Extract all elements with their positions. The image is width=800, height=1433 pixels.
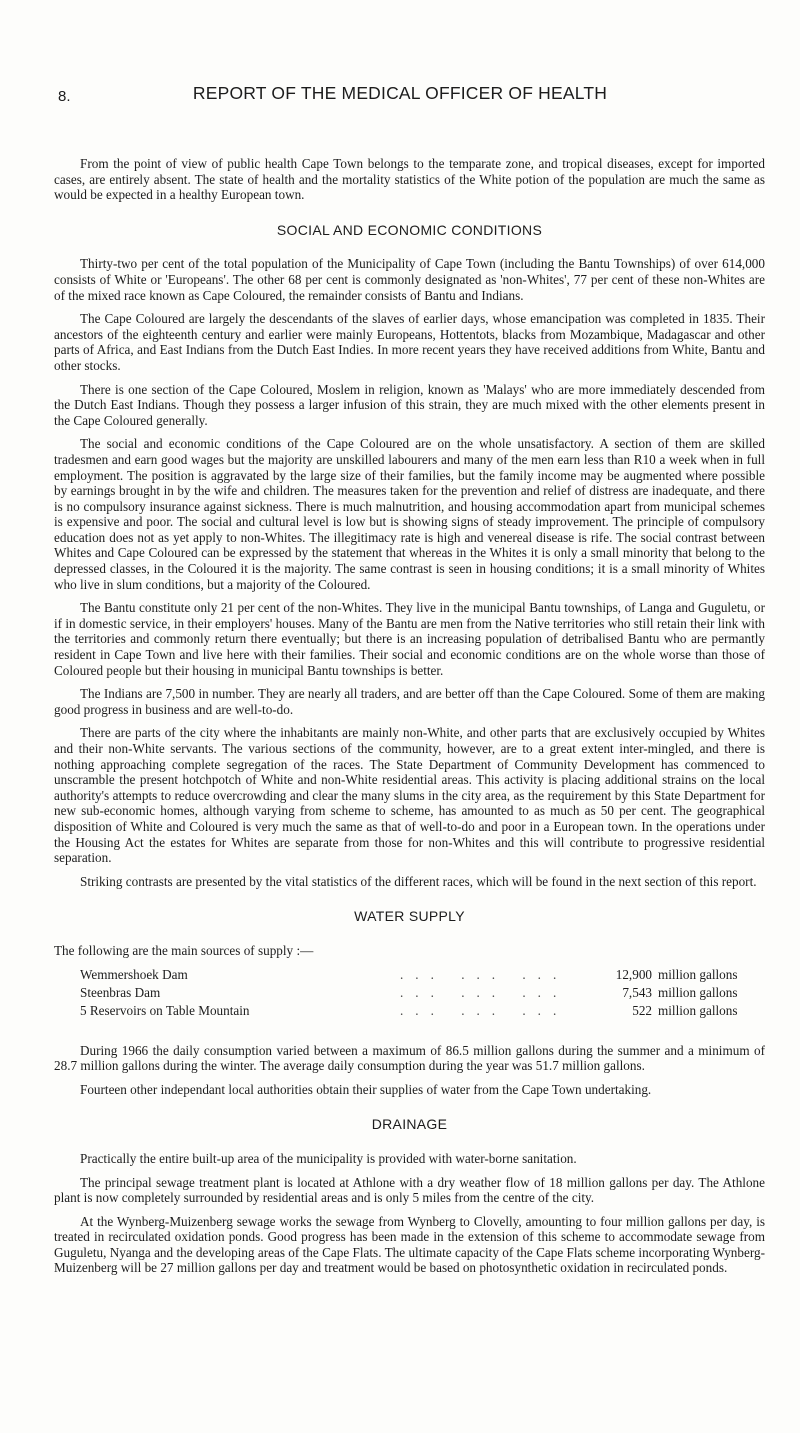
source-value: 12,900 [615, 966, 652, 982]
source-name: 5 Reservoirs on Table Mountain [80, 1002, 250, 1018]
social-paragraph-5: The Bantu constitute only 21 per cent of the non-Whites. They live in the municipal Bantu townships, of Langa and Guguletu, or if in domestic service, in their employers' houses. Many of the Bantu are men from the Native territories who still retain their link with the territories and commonly return there eventually; but there is an increasing population of detribalised Bantu who are permantly resident in Cape Town and live here with their families. Their social and economic conditions are on the whole worse than those of Coloured people but their housing in municipal Bantu townships is better. [54, 600, 765, 678]
water-source-row [54, 967, 765, 985]
leader-dots: ... ... ... [400, 966, 569, 982]
water-source-row [54, 1003, 765, 1021]
social-paragraph-7: There are parts of the city where the inhabitants are mainly non-White, and other parts that are exclusively occupied by Whites and their non-White servants. The various sections of the community, however, are to a great extent inter-mingled, and there is nothing approaching complete segregation of the races. The State Department of Community Development has commenced to unscramble the present hotchpotch of White and non-White residential areas. This activity is placing additional strains on the local authority's attempts to reduce overcrowding and clear the many slums in the city area, as the requirement by this State Department for new sub-economic homes, although varying from scheme to scheme, has amounted to as much as 50 per cent. The geographical disposition of White and Coloured is very much the same as that of well-to-do and poor in a European town. In the operations under the Housing Act the estates for Whites are separate from those for non-Whites and this will contribute to progressive residential separation. [54, 725, 765, 866]
running-title: REPORT OF THE MEDICAL OFFICER OF HEALTH [192, 83, 608, 103]
social-heading: SOCIAL AND ECONOMIC CONDITIONS [276, 221, 543, 238]
source-name: Wemmershoek Dam [80, 966, 188, 982]
document-body [54, 156, 765, 1284]
source-name: Steenbras Dam [80, 984, 161, 1000]
intro-paragraph: From the point of view of public health Cape Town belongs to the temparate zone, and tropical diseases, except for imported cases, are entirely absent. The state of health and the mortality statistics of the White potion of the population are much the same as would be expected in a healthy European town. [54, 156, 765, 203]
water-heading: WATER SUPPLY [354, 908, 465, 925]
source-value: 7,543 [622, 984, 652, 1000]
water-lead: The following are the main sources of supply :— [54, 942, 314, 958]
source-unit: million gallons [658, 984, 738, 1000]
drainage-paragraph-2: The principal sewage treatment plant is located at Athlone with a dry weather flow of 18 million gallons per day. The Athlone plant is now completely surrounded by residential areas and is only 5 miles from the centre of the city. [54, 1174, 765, 1206]
drainage-paragraph-3: At the Wynberg-Muizenberg sewage works the sewage from Wynberg to Clovelly, amounting to four million gallons per day, is treated in recirculated oxidation ponds. Good progress has been made in the extension of this scheme to accommodate sewage from Guguletu, Nyanga and the developing areas of the Cape Flats. The ultimate capacity of the Cape Flats scheme incorporating Wynberg-Muizenberg will be 27 million gallons per day and treatment would be based on photosynthetic oxidation in recirculated ponds. [54, 1213, 765, 1276]
leader-dots: ... ... ... [400, 1002, 569, 1018]
water-paragraph-2: Fourteen other independant local authorities obtain their supplies of water from the Cape Town undertaking. [80, 1081, 652, 1097]
social-paragraph-2: The Cape Coloured are largely the descendants of the slaves of earlier days, whose emancipation was completed in 1835. Their ancestors of the eighteenth century and earlier were mainly Europeans, Hottentots, blacks from Mozambique, Madagascar and other parts of Africa, and East Indians from the Dutch East Indies. In more recent years they have received additions from White, Bantu and other stocks. [54, 311, 765, 373]
page-number: 8. [58, 88, 71, 105]
source-unit: million gallons [658, 1002, 738, 1018]
water-paragraph-1: During 1966 the daily consumption varied between a maximum of 86.5 million gallons during the summer and a minimum of 28.7 million gallons during the winter. The average daily consumption during the year was 51.7 million gallons. [54, 1042, 765, 1074]
water-sources-table [54, 967, 765, 1021]
social-paragraph-8: Striking contrasts are presented by the vital statistics of the different races, which will be found in the next section of this report. [80, 873, 757, 889]
source-value: 522 [632, 1002, 652, 1018]
water-source-row [54, 985, 765, 1003]
social-paragraph-6: The Indians are 7,500 in number. They are nearly all traders, and are better off than the Cape Coloured. Some of them are making good progress in business and are well-to-do. [54, 686, 765, 717]
leader-dots: ... ... ... [400, 984, 569, 1000]
drainage-heading: DRAINAGE [371, 1116, 448, 1133]
source-unit: million gallons [658, 966, 738, 982]
social-paragraph-4: The social and economic conditions of the Cape Coloured are on the whole unsatisfactory. A section of them are skilled tradesmen and earn good wages but the majority are unskilled labourers and many of the men earn less than R10 a week when in full employment. The position is aggravated by the large size of their families, but the family income may be augmented where possible by earnings brought in by the wife and children. The measures taken for the prevention and relief of distress are inadequate, and there is no compulsory insurance against sickness. There is much malnutrition, and housing accommodation apart from municipal schemes is expensive and poor. The social and cultural level is low but is showing signs of steady improvement. The principle of compulsory education does not as yet apply to non-Whites. The illegitimacy rate is high and venereal disease is rife. The social contrast between Whites and Cape Coloured can be expressed by the statement that whereas in the Whites it is only a small minority that belong to the depressed classes, in the Coloured it is the majority. The same contrast is seen in housing conditions; it is a small minority of Whites who live in slum conditions, but a majority of the Coloured. [54, 436, 765, 592]
social-paragraph-3: There is one section of the Cape Coloured, Moslem in religion, known as 'Malays' who are more immediately descended from the Dutch East Indians. Though they possess a larger infusion of this strain, they are much mixed with the other elements present in the Cape Coloured generally. [54, 381, 765, 428]
social-paragraph-1: Thirty-two per cent of the total population of the Municipality of Cape Town (including the Bantu Townships) of over 614,000 consists of White or 'Europeans'. The other 68 per cent is commonly designated as 'non-Whites', 77 per cent of these non-Whites are of the mixed race known as Cape Coloured, the remainder consists of Bantu and Indians. [54, 256, 765, 303]
drainage-paragraph-1: Practically the entire built-up area of the municipality is provided with water-borne sanitation. [80, 1150, 577, 1166]
